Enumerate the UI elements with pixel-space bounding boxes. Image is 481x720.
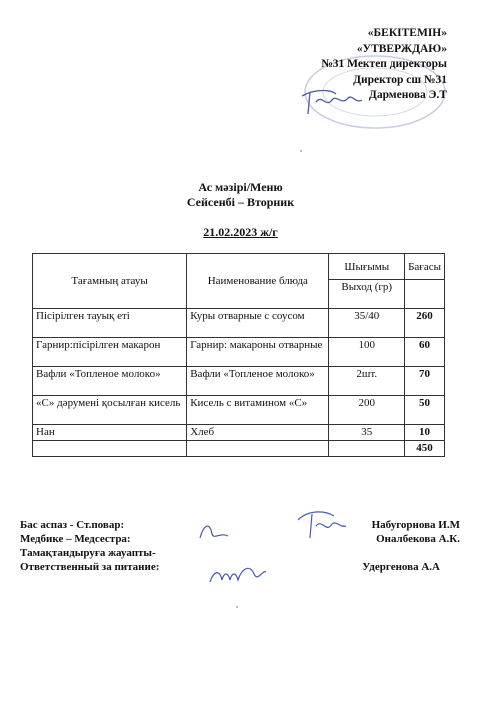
dish-name-ru: Вафли «Топленое молоко»: [187, 367, 329, 396]
chef-label: Бас аспаз - Ст.повар:: [20, 519, 125, 531]
header-output-ru: Выход (гр): [329, 280, 405, 309]
dish-price: 60: [405, 338, 445, 367]
approval-line: №31 Мектеп директоры: [321, 58, 447, 70]
responsible-label-kz: Тамақтандыруға жауапты-: [20, 547, 156, 559]
header-price: Бағасы: [405, 254, 445, 280]
table-row: [33, 425, 445, 441]
day-title: Сейсенбі – Вторник: [186, 195, 295, 209]
total-price: 450: [405, 441, 445, 457]
chef-name: Набугорнова И.М: [371, 519, 460, 531]
menu-date: 21.02.2023 ж/г: [203, 225, 278, 239]
table-row: [33, 309, 445, 338]
dish-price: 260: [405, 309, 445, 338]
dish-name-kz: «С» дәрумені қосылған кисель: [33, 396, 187, 425]
dish-name-kz: Вафли «Топленое молоко»: [33, 367, 187, 396]
dish-output: 200: [329, 396, 405, 425]
dish-output: 2шт.: [329, 367, 405, 396]
approval-block: [321, 26, 447, 104]
total-row: [33, 441, 445, 457]
header-name-kz: Тағамның атауы: [33, 254, 187, 309]
header-empty-cell: [405, 280, 445, 309]
scan-speck: [236, 606, 238, 608]
nurse-name: Оналбекова А.К.: [376, 533, 460, 545]
table-row: [33, 338, 445, 367]
dish-price: 50: [405, 396, 445, 425]
nurse-label: Медбике – Медсестра:: [20, 533, 131, 545]
dish-output: 35: [329, 425, 405, 441]
header-output-kz: Шығымы: [329, 254, 405, 280]
table-row: [33, 396, 445, 425]
header-name-ru: Наименование блюда: [187, 254, 329, 309]
dish-name-ru: Хлеб: [187, 425, 329, 441]
dish-name-kz: Гарнир:пісірілген макарон: [33, 338, 187, 367]
approval-line: Дарменова Э.Т: [368, 89, 447, 101]
scan-speck: [300, 150, 302, 152]
dish-name-ru: Кисель с витамином «С»: [187, 396, 329, 425]
dish-name-ru: Куры отварные с соусом: [187, 309, 329, 338]
total-empty-cell: [33, 441, 187, 457]
dish-name-ru: Гарнир: макароны отварные: [187, 338, 329, 367]
total-empty-cell: [329, 441, 405, 457]
total-empty-cell: [187, 441, 329, 457]
dish-price: 70: [405, 367, 445, 396]
signatures-block: [20, 518, 460, 574]
dish-output: 35/40: [329, 309, 405, 338]
dish-price: 10: [405, 425, 445, 441]
menu-title: Ас мәзірі/Меню: [198, 180, 283, 194]
responsible-label-ru: Ответственный за питание:: [20, 561, 160, 573]
approval-line: Директор сш №31: [353, 73, 447, 86]
dish-name-kz: Пісірілген тауық еті: [33, 309, 187, 338]
menu-table: [32, 253, 445, 457]
table-row: [33, 367, 445, 396]
approval-line: «БЕКІТЕМІН»: [367, 27, 447, 39]
dish-name-kz: Нан: [33, 425, 187, 441]
dish-output: 100: [329, 338, 405, 367]
responsible-name: Удергенова А.А: [362, 561, 440, 573]
approval-line: «УТВЕРЖДАЮ»: [356, 42, 447, 55]
